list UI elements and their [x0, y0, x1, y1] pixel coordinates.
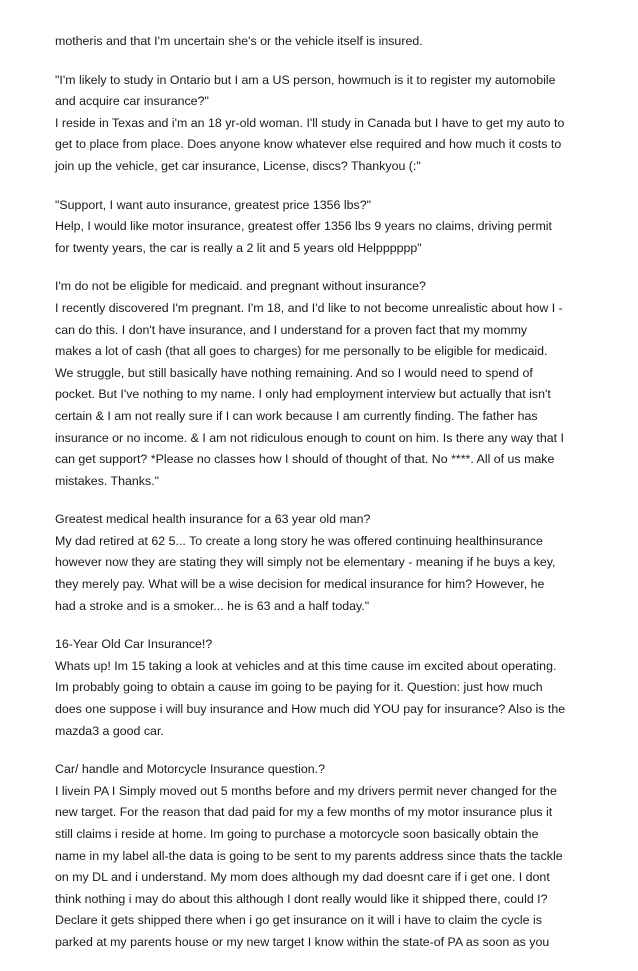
text-line: had a stroke and is a smoker... he is 63 and a half today."	[55, 598, 370, 613]
text-line: I reside in Texas and i'm an 18 yr-old woman. I'll study in Canada but I have to get my auto to	[55, 115, 565, 130]
text-line: still claims i reside at home. Im going to purchase a motorcycle soon basically obtain the	[55, 827, 539, 841]
text-line: does one suppose i will buy insurance and How much did YOU pay for insurance? Also is the	[55, 702, 566, 717]
text-line: I'm do not be eligible for medicaid. and pregnant without insurance?	[55, 279, 426, 294]
text-line: Im probably going to obtain a cause im going to be paying for it. Question: just how much	[55, 680, 543, 695]
question-medicaid-pregnant	[55, 276, 591, 492]
text-line: Declare it gets shipped there when i go get insurance on it will i have to claim the cycle is	[55, 913, 542, 928]
text-line: join up the vehicle, get car insurance, License, discs? Thankyou (:"	[55, 158, 421, 173]
text-line: can do this. I don't have insurance, and I understand for a proven fact that my mommy	[55, 322, 528, 337]
text-line: Car/ handle and Motorcycle Insurance question.?	[55, 762, 325, 777]
question-auto-insurance-price	[55, 195, 591, 260]
text-line: get to place from place. Does anyone know whatever else required and how much it costs to	[55, 137, 562, 152]
text-line: can get support? *Please no classes how I should of thought of that. No ****. All of us make	[55, 452, 555, 467]
text-line: "Support, I want auto insurance, greatest price 1356 lbs?"	[55, 197, 371, 212]
text-line: mazda3 a good car.	[55, 723, 164, 738]
paragraph-continuation	[55, 31, 591, 53]
text-line: and acquire car insurance?"	[55, 94, 209, 109]
text-line: on my DL and i understand. My mom does although my dad doesnt care if i get one. I dont	[55, 870, 550, 885]
text-line: I livein PA I Simply moved out 5 months before and my drivers permit never changed for the	[55, 783, 557, 798]
text-line: Greatest medical health insurance for a 63 year old man?	[55, 512, 371, 527]
text-line: makes a lot of cash (that all goes to charges) for me personally to be eligible for medicaid.	[55, 344, 548, 359]
text-line: parked at my parents house or my new target I know within the state-of PA as soon as you	[55, 934, 550, 949]
text-line: "I'm likely to study in Ontario but I am a US person, howmuch is it to register my automobile	[55, 72, 556, 87]
question-medical-insurance-63	[55, 509, 591, 617]
question-ontario-registration	[55, 70, 591, 178]
text-line: I recently discovered I'm pregnant. I'm 18, and I'd like to not become unrealistic about how I -	[55, 300, 563, 315]
text-line: We struggle, but still basically have nothing remaining. And so I would need to spend of	[55, 365, 533, 380]
text-line: My dad retired at 62 5... To create a long story he was offered continuing healthinsurance	[55, 533, 543, 548]
question-16-year-old-car	[55, 634, 591, 742]
text-line: Whats up! Im 15 taking a look at vehicles and at this time cause im excited about operating.	[55, 658, 557, 673]
text-line: for twenty years, the car is really a 2 lit and 5 years old Helpppppp"	[55, 240, 422, 255]
text-line: think nothing i may do about this although I dont really would like it shipped there, could I?	[55, 891, 548, 906]
text-line: certain & I am not really sure if I can work because I am currently finding. The father has	[55, 408, 538, 423]
text-line: mistakes. Thanks."	[55, 473, 160, 488]
text-line: motheris and that I'm uncertain she's or the vehicle itself is insured.	[55, 34, 423, 48]
text-line: name in my label all-the data is going to be sent to my parents address since thats the tackle	[55, 848, 563, 863]
text-line: however now they are stating they will simply not be elementary - meaning if he buys a key,	[55, 555, 556, 570]
text-line: they merely pay. What will be a wise decision for medical insurance for him? However, he	[55, 577, 545, 592]
text-line: new target. For the reason that dad paid for my a few months of my motor insurance plus it	[55, 805, 553, 820]
question-motorcycle-insurance	[55, 759, 591, 953]
document-page	[55, 31, 591, 971]
text-line: pocket. But I've nothing to my name. I only had employment interview but actually that isn't	[55, 387, 551, 402]
text-line: insurance or no income. & I am not ridiculous enough to count on him. Is there any way that I	[55, 430, 564, 445]
text-line: Help, I would like motor insurance, greatest offer 1356 lbs 9 years no claims, driving permit	[55, 219, 553, 234]
text-line: 16-Year Old Car Insurance!?	[55, 637, 213, 652]
